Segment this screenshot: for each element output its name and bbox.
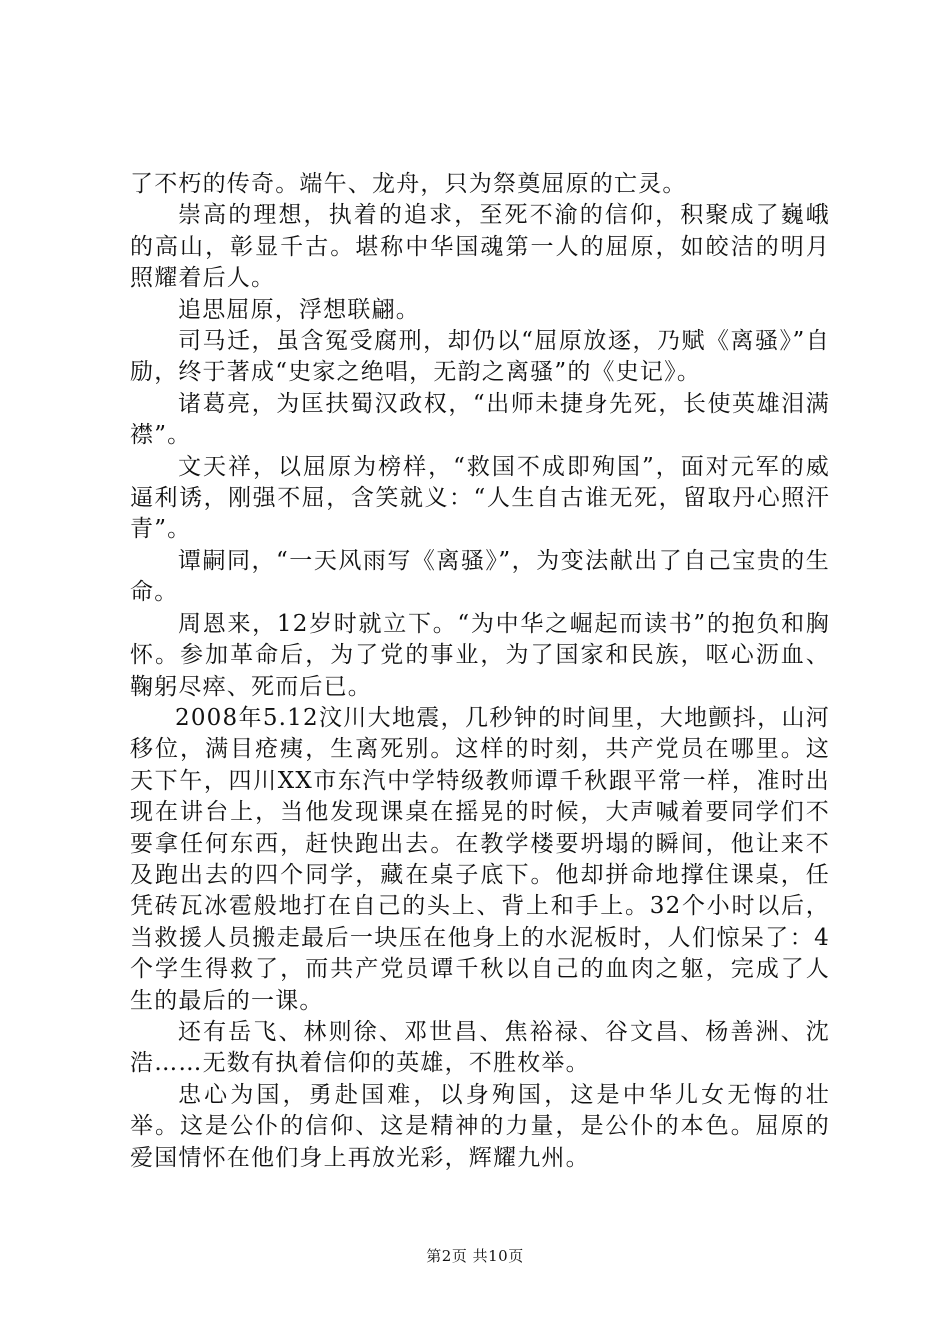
paragraph-remembrance: 追思屈原，浮想联翩。 [178, 296, 420, 323]
paragraph-heroes: 还有岳飞、林则徐、邓世昌、焦裕禄、谷文昌、杨善洲、沈浩……无数有执着信仰的英雄，不胜枚举。 [130, 1018, 830, 1077]
paragraph-tan-sitong: 谭嗣同，“一天风雨写《离骚》”，为变法献出了自己宝贵的生命。 [130, 547, 830, 606]
paragraph-continuation: 了不朽的传奇。端午、龙舟，只为祭奠屈原的亡灵。 [130, 171, 687, 197]
paragraph-ideals: 崇高的理想，执着的追求，至死不渝的信仰，积聚成了巍峨的高山，彰显千古。堪称中华国魂第一人的屈原，如皎洁的明月照耀着后人。 [130, 202, 830, 292]
paragraph-zhou-enlai: 周恩来，12岁时就立下。“为中华之崛起而读书”的抱负和胸怀。参加革命后，为了党的事业，为了国家和民族，呕心沥血、鞠躬尽瘁、死而后已。 [130, 610, 830, 700]
paragraph-earthquake: 2008年5.12汶川大地震，几秒钟的时间里，大地颤抖，山河移位，满目疮痍，生离死别。这样的时刻，共产党员在哪里。这天下午，四川XX市东汽中学特级教师谭千秋跟平常一样，准时出现在讲台上，当他发现课桌在摇晃的时候，大声喊着要同学们不要拿任何东西，赶快跑出去。在教学楼要坍塌的瞬间，他让来不及跑出去的四个同学，藏在桌子底下。他却拼命地撑住课桌，任凭砖瓦冰雹般地打在自己的头上、背上和手上。32个小时以后，当救援人员搬走最后一块压在他身上的水泥板时，人们惊呆了：4个学生得救了，而共产党员谭千秋以自己的血肉之躯，完成了人生的最后的一课。 [130, 704, 830, 1014]
paragraph-sima-qian: 司马迁，虽含冤受腐刑，却仍以“屈原放逐，乃赋《离骚》”自励，终于著成“史家之绝唱，无韵之离骚”的《史记》。 [130, 328, 830, 386]
page-number-footer: 第2页 共10页 [426, 1247, 524, 1265]
document-body [130, 169, 830, 1174]
paragraph-zhuge-liang: 诸葛亮，为匡扶蜀汉政权，“出师未捷身先死，长使英雄泪满襟”。 [130, 390, 830, 449]
paragraph-conclusion: 忠心为国，勇赴国难，以身殉国，这是中华儿女无悔的壮举。这是公仆的信仰、这是精神的力量，是公仆的本色。屈原的爱国情怀在他们身上再放光彩，辉耀九州。 [130, 1081, 830, 1171]
paragraph-wen-tianxiang: 文天祥，以屈原为榜样，“救国不成即殉国”，面对元军的威逼利诱，刚强不屈，含笑就义：“人生自古谁无死，留取丹心照汗青”。 [130, 453, 830, 543]
